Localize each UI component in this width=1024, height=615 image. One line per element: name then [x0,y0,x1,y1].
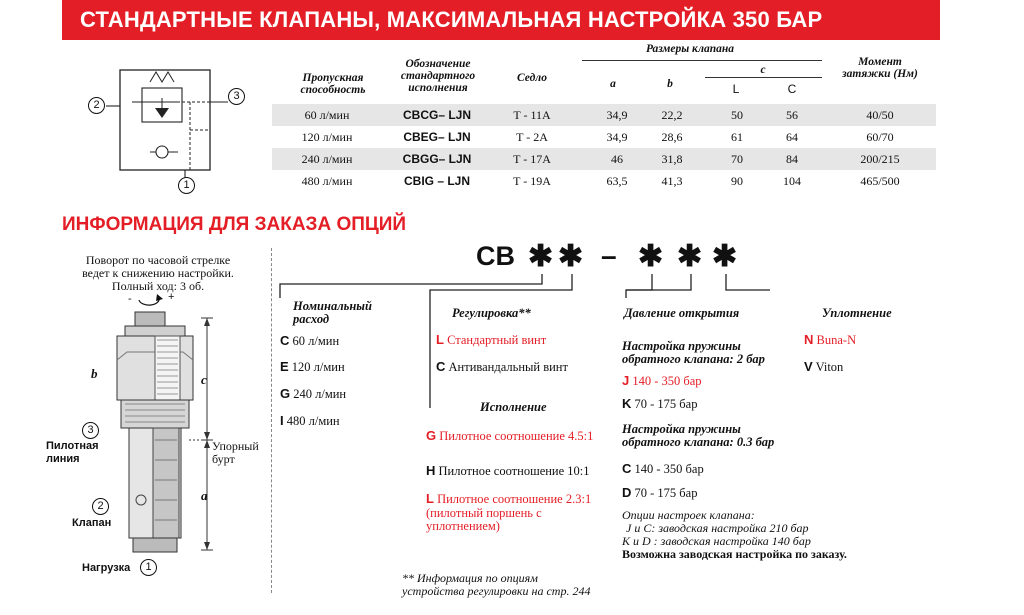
cell-b: 31,8 [661,152,683,166]
valve-label: Клапан [72,517,112,529]
seal-option-N: N Buna-N [804,332,857,347]
cell-C: 56 [786,108,798,122]
pressure-option-J: J 140 - 350 бар [622,373,702,388]
valve-port-icon: 2 [92,498,109,515]
code-star-1: ✱ [528,240,554,273]
cell-code: CBCG– LJN [402,108,471,122]
cell-code: CBGG– LJN [402,152,472,166]
code-star-2: ✱ [558,240,584,273]
col-a-header: a [610,78,616,90]
cell-torque: 40/50 [866,108,894,122]
code-star-3: ✱ [638,240,664,273]
cell-L: 61 [731,130,743,144]
adjust-note: Поворот по часовой стрелке ведет к снижению настройки. Полный ход: 3 об. [82,253,234,293]
cell-flow: 240 л/мин [301,152,353,166]
cell-code: CBEG– LJN [403,130,471,144]
cell-L: 90 [731,174,743,188]
cell-b: 22,2 [661,108,683,122]
port-3-icon: 3 [228,88,245,105]
version-option-L: L Пилотное соотношение 2.3:1 [426,491,592,506]
load-port-icon: 1 [140,559,157,576]
pilot-port-icon: 3 [82,422,99,439]
c-divider [705,77,822,78]
code-dash: – [601,240,617,271]
col-seat-header: Седло [517,72,547,84]
title-banner [62,0,940,40]
model-code-prefix: CB [476,241,515,271]
pressure-sub1: Настройка пружины обратного клапана: 2 бар [622,339,765,366]
cell-a: 34,9 [606,130,628,144]
adjust-option-L: L Стандартный винт [436,332,547,347]
col-c-header: c [760,64,766,76]
rotate-arrow-icon [135,290,165,306]
page-title: СТАНДАРТНЫЕ КЛАПАНЫ, МАКСИМАЛЬНАЯ НАСТРОЙКА 350 БАР [80,7,823,32]
cell-a: 63,5 [606,174,628,188]
col-torque-header: Момент затяжки (Нм) [842,56,918,80]
adjust-option-C: C Антивандальный винт [436,359,568,374]
pilot-line-label: Пилотная линия [46,440,99,465]
dims-divider [582,60,822,61]
stop-collar-label: Упорный бурт [212,439,259,466]
port-1-icon: 1 [178,177,195,194]
version-option-L-note: (пилотный поршень с уплотнением) [426,506,542,533]
version-option-G: G Пилотное соотношение 4.5:1 [426,428,594,443]
cell-code: CBIG – LJN [403,174,470,188]
options-heading: ИНФОРМАЦИЯ ДЛЯ ЗАКАЗА ОПЦИЙ [62,214,407,235]
port-2-icon: 2 [88,97,105,114]
cell-torque: 465/500 [860,174,900,188]
cell-seat: T - 11A [513,108,551,122]
dim-b-label: b [91,366,98,381]
dim-c-label: c [201,372,207,387]
nominal-option-C: C 60 л/мин [280,333,340,348]
table-row [272,126,936,148]
pressure-option-K: K 70 - 175 бар [622,396,698,411]
cell-torque: 200/215 [860,152,900,166]
dim-a-label: a [201,488,208,503]
version-option-H: H Пилотное соотношение 10:1 [426,463,590,478]
cell-seat: T - 2A [516,130,548,144]
seal-title: Уплотнение [822,306,892,320]
cell-L: 70 [731,152,743,166]
pressure-sub2: Настройка пружины обратного клапана: 0.3 бар [622,422,775,449]
cell-seat: T - 19A [513,174,551,188]
footnote: ** Информация по опциям устройства регулировки на стр. 244 [402,571,591,598]
code-star-4: ✱ [677,240,703,273]
load-label: Нагрузка [82,562,131,574]
seal-option-V: V Viton [804,359,844,374]
table-row [272,104,936,126]
cell-a: 46 [611,152,623,166]
cell-b: 41,3 [661,174,683,188]
pressure-title: Давление открытия [624,306,740,320]
cell-a: 34,9 [606,108,628,122]
table-row [272,148,936,170]
cell-flow: 480 л/мин [301,174,353,188]
pressure-option-C: C 140 - 350 бар [622,461,704,476]
nominal-option-I: I 480 л/мин [280,413,340,428]
table-row [272,170,936,192]
adjust-title: Регулировка** [452,306,531,320]
nominal-title: Номинальный расход [293,299,372,326]
cell-C: 84 [786,152,798,166]
cartridge-drawing [95,310,235,560]
cell-seat: T - 17A [513,152,551,166]
pressure-settings-note: Опции настроек клапана: J и C: заводская настройка 210 бар K и D : заводская настройка 140 бар Возможна заводская настройка по заказу. [622,508,847,561]
cell-C: 104 [783,174,801,188]
col-b-header: b [667,78,673,90]
col-flow-header: Пропускная способность [300,72,366,96]
col-designation-header: Обозначение стандартного исполнения [400,58,476,94]
col-dims-header: Размеры клапана [645,43,735,55]
cell-C: 64 [786,130,798,144]
cell-flow: 60 л/мин [304,108,350,122]
col-C-header: C [787,82,797,96]
cell-b: 28,6 [661,130,683,144]
col-L-header: L [732,82,740,96]
minus-sign: - [128,293,132,305]
cell-flow: 120 л/мин [301,130,353,144]
valve-schematic [80,60,260,195]
cell-torque: 60/70 [866,130,894,144]
nominal-option-G: G 240 л/мин [280,386,347,401]
pressure-option-D: D 70 - 175 бар [622,485,698,500]
code-star-5: ✱ [712,240,738,273]
version-title: Исполнение [480,400,547,414]
cell-L: 50 [731,108,743,122]
nominal-option-E: E 120 л/мин [280,359,345,374]
plus-sign: + [168,291,175,303]
